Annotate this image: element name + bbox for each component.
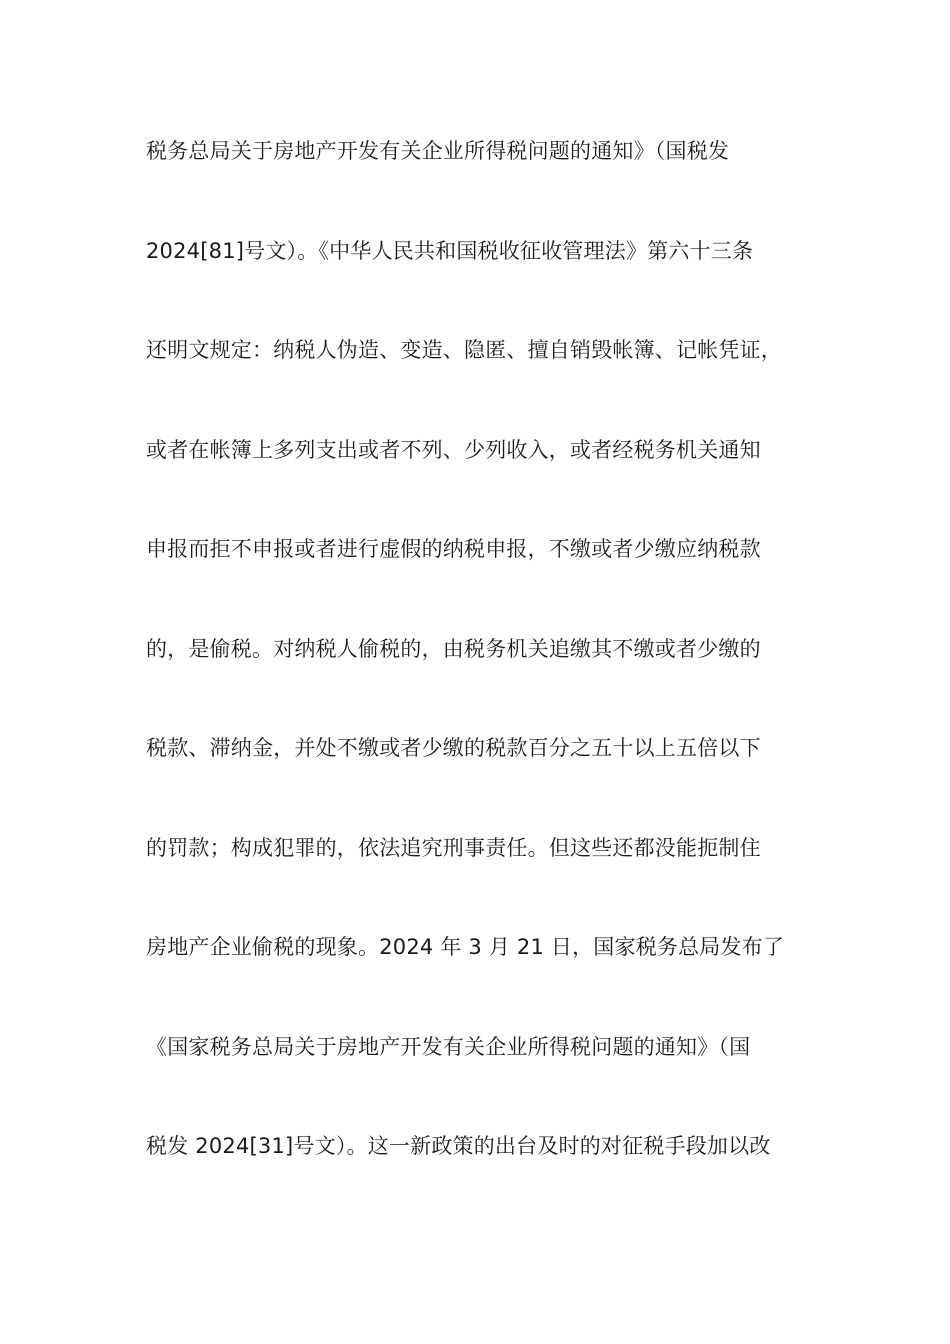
text-line-8: 的罚款；构成犯罪的，依法追究刑事责任。但这些还都没能扼制住 <box>146 835 761 860</box>
text-line-11: 税发 2024[31]号文）。这一新政策的出台及时的对征税手段加以改 <box>146 1134 771 1158</box>
body-text <box>146 128 826 1223</box>
text-line-5: 申报而拒不申报或者进行虚假的纳税申报，不缴或者少缴应纳税款 <box>146 537 761 561</box>
text-line-9: 房地产企业偷税的现象。2024 年 3 月 21 日，国家税务总局发布了 <box>146 935 785 959</box>
text-line-2: 2024[81]号文）。《中华人民共和国税收征收管理法》第六十三条 <box>146 238 754 263</box>
text-line-4: 或者在帐簿上多列支出或者不列、少列收入，或者经税务机关通知 <box>146 437 761 462</box>
text-line-6: 的，是偷税。对纳税人偷税的，由税务机关追缴其不缴或者少缴的 <box>146 636 761 661</box>
text-line-1: 税务总局关于房地产开发有关企业所得税问题的通知》（国税发 <box>146 139 730 163</box>
text-line-7: 税款、滞纳金，并处不缴或者少缴的税款百分之五十以上五倍以下 <box>146 736 761 760</box>
text-line-10: 《国家税务总局关于房地产开发有关企业所得税问题的通知》（国 <box>146 1034 751 1059</box>
text-line-3: 还明文规定：纳税人伪造、变造、隐匿、擅自销毁帐簿、记帐凭证， <box>146 338 782 362</box>
